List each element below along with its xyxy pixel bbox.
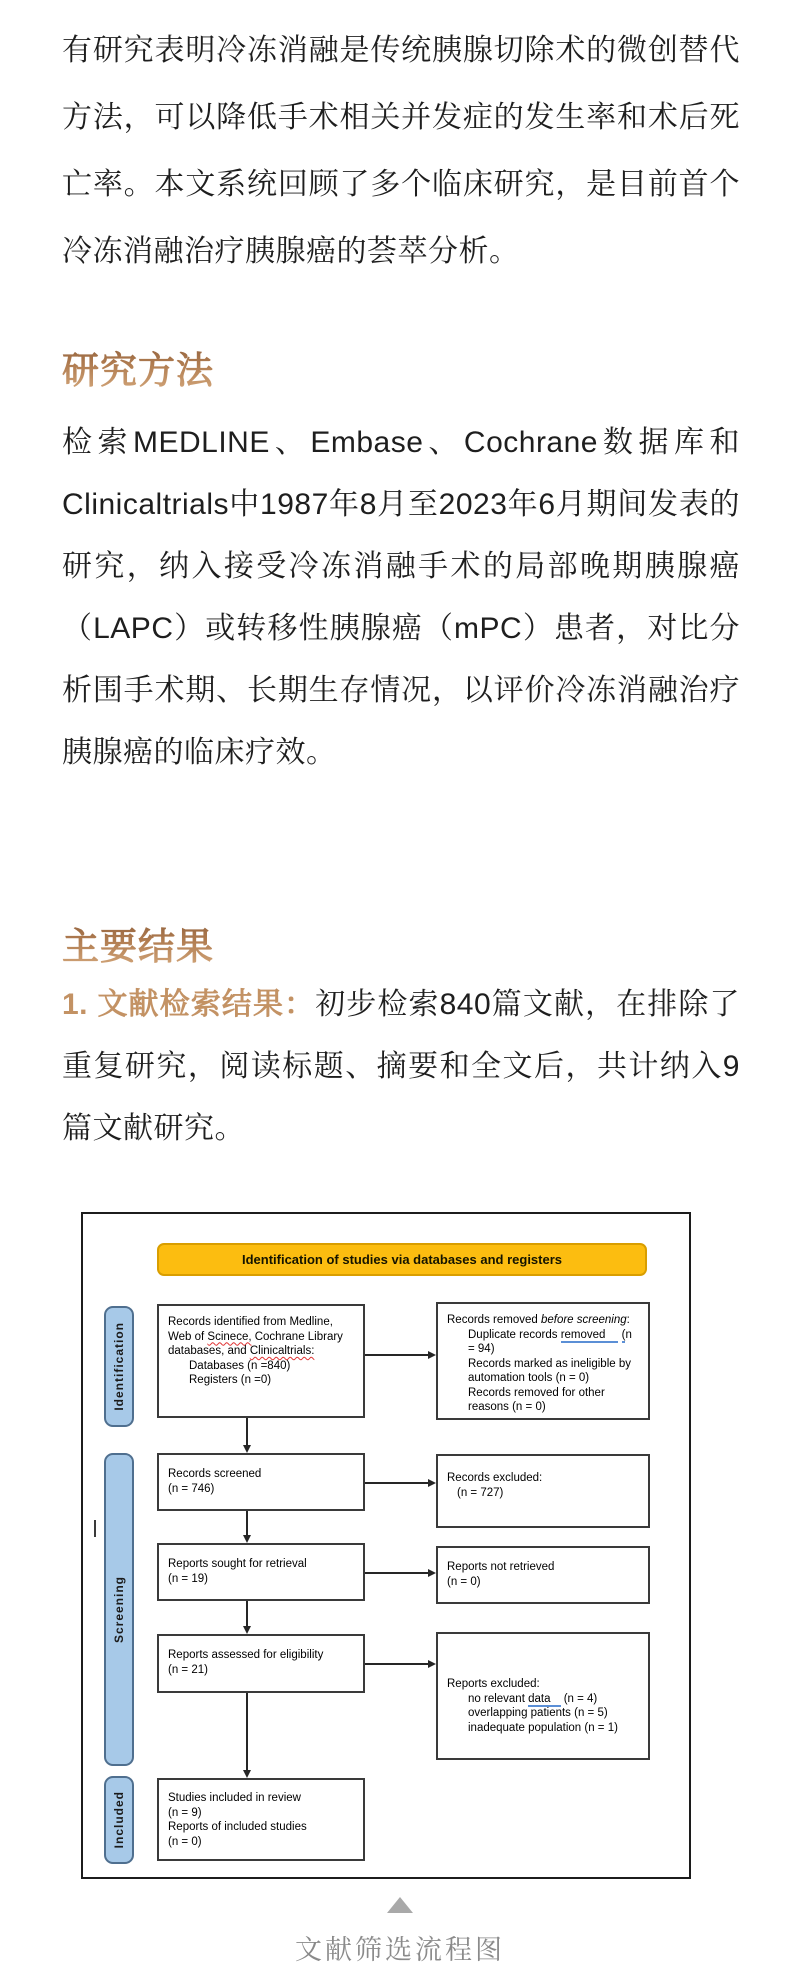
methods-paragraph: 检索MEDLINE、Embase、Cochrane数据库和Clinicaltrials中1987年8月至2023年6月期间发表的研究，纳入接受冷冻消融手术的局部晚期胰腺癌（LAPC）或转移性胰腺癌（mPC）患者，对比分析围手术期、长期生存情况，以评价冷冻消融治疗胰腺癌的临床疗效。 [62,426,740,769]
diagram-title-banner: Identification of studies via databases and registers [157,1243,647,1276]
box-subitem: no relevant [468,1692,529,1705]
box-text: Reports not retrieved [447,1561,555,1573]
misspelled-word: Scinece, [207,1330,252,1343]
intro-paragraph: 有研究表明冷冻消融是传统胰腺切除术的微创替代方法，可以降低手术相关并发症的发生率和术后死亡率。本文系统回顾了多个临床研究，是目前首个冷冻消融治疗胰腺癌的荟萃分析。 [62,34,740,268]
box-count: (n = 746) [168,1482,215,1495]
arrow-assessed-to-excluded [365,1663,428,1665]
grammar-underlined-word: ( [621,1328,626,1341]
stage-included [104,1776,134,1864]
box-subitem: inadequate population (n = 1) [468,1721,618,1734]
box-records-screened [157,1453,365,1511]
box-count: (n = 21) [168,1663,208,1676]
prisma-flow-diagram [81,1212,691,1879]
triangle-up-icon [387,1897,413,1913]
box-text: Studies included in review [168,1792,301,1804]
box-subitem: Registers (n =0) [189,1374,272,1386]
box-count: (n = 0) [168,1835,202,1848]
box-records-removed [436,1302,650,1420]
box-subitem: Duplicate records [468,1328,561,1341]
arrow-sought-to-notretrieved [365,1572,428,1574]
box-subitem: overlapping patients (n = 5) [468,1707,608,1719]
misspelled-word: Clinicaltrials: [249,1345,315,1357]
box-text: : [626,1314,630,1326]
box-count: (n = 0) [447,1575,481,1588]
box-text: Records removed [447,1314,541,1326]
stage-identification-label: Identification [112,1322,126,1411]
box-count: (n = 19) [168,1572,208,1585]
box-records-identified [157,1304,365,1418]
box-text: Reports excluded: [447,1678,540,1690]
box-subitem: n = 94) [468,1328,632,1355]
text-cursor-artifact [94,1520,96,1537]
arrow-identified-to-removed [365,1354,428,1356]
box-reports-excluded [436,1632,650,1760]
arrow-identified-to-screened [246,1418,248,1445]
box-text: Cochrane Library databases, and [168,1330,343,1357]
arrow-screened-to-sought [246,1511,248,1535]
stage-identification [104,1306,134,1427]
box-reports-sought [157,1543,365,1601]
arrow-sought-to-assessed [246,1601,248,1626]
box-text: Reports assessed for eligibility [168,1649,324,1661]
box-text: Records excluded: [447,1472,543,1484]
box-text: Records identified from Medline, Web of [168,1316,333,1343]
results-paragraph [62,974,740,1160]
box-text: Reports of included studies [168,1821,307,1833]
stage-screening-label: Screening [112,1575,126,1644]
box-text: Records screened [168,1468,262,1480]
arrow-assessed-to-included [246,1693,248,1770]
box-subitem: Records marked as ineligible by automation tools (n = 0) [468,1357,631,1384]
box-text: Reports sought for retrieval [168,1558,307,1570]
arrow-screened-to-excluded [365,1482,428,1484]
stage-screening [104,1453,134,1766]
stage-included-label: Included [112,1791,126,1849]
grammar-underlined-word: data [528,1693,560,1707]
box-reports-assessed [157,1634,365,1693]
box-subitem: Databases (n =840) [189,1359,291,1372]
figure-caption: 文献筛选流程图 [295,1935,505,1965]
results-heading: 主要结果 [62,916,214,970]
grammar-underlined-word: removed [561,1329,619,1343]
result-item-text: 初步检索840篇文献，在排除了重复研究，阅读标题、摘要和全文后，共计纳入9篇文献研究。 [62,988,740,1145]
methods-heading: 研究方法 [62,340,214,394]
box-reports-not-retrieved [436,1546,650,1604]
box-studies-included [157,1778,365,1861]
box-subitem: Records removed for other reasons (n = 0) [468,1386,605,1413]
box-count: (n = 9) [168,1806,202,1819]
box-text-italic: before screening [540,1314,627,1326]
box-subitem: (n = 4) [560,1692,598,1705]
box-count: (n = 727) [457,1486,504,1499]
result-item-label: 1. 文献检索结果： [62,988,316,1021]
box-records-excluded [436,1454,650,1528]
